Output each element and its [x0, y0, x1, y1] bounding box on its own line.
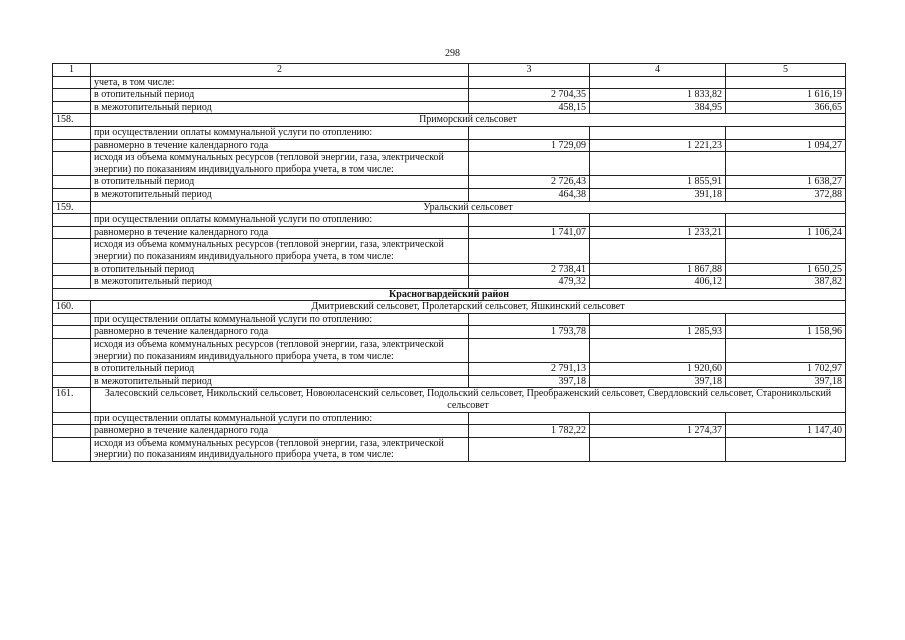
- row-value-col-4: 406,12: [590, 276, 726, 289]
- row-label: в межотопительный период: [91, 101, 469, 114]
- col-header-1: 1: [53, 64, 91, 77]
- row-number: [53, 363, 91, 376]
- row-label: учета, в том числе:: [91, 76, 469, 89]
- row-number: [53, 263, 91, 276]
- page-number: 298: [445, 48, 460, 59]
- row-value-col-3: 2 726,43: [469, 176, 590, 189]
- table-row: [53, 326, 846, 339]
- row-label: в межотопительный период: [91, 375, 469, 388]
- row-number: [53, 276, 91, 289]
- row-number: [53, 76, 91, 89]
- row-value-col-5: [726, 76, 846, 89]
- row-label: при осуществлении оплаты коммунальной услуги по отоплению:: [91, 313, 469, 326]
- row-value-col-5: 1 147,40: [726, 425, 846, 438]
- row-label: исходя из объема коммунальных ресурсов (тепловой энергии, газа, электрической энергии) по показаниям индивидуального прибора учета, в том числе:: [91, 152, 469, 176]
- row-label: равномерно в течение календарного года: [91, 326, 469, 339]
- row-label: в межотопительный период: [91, 276, 469, 289]
- row-value-col-5: [726, 126, 846, 139]
- section-row: [53, 388, 846, 412]
- district-title: Красногвардейский район: [53, 288, 846, 301]
- table-row: [53, 239, 846, 263]
- row-value-col-3: 458,15: [469, 101, 590, 114]
- row-number: [53, 176, 91, 189]
- table-row: [53, 363, 846, 376]
- row-label: равномерно в течение календарного года: [91, 139, 469, 152]
- row-number: [53, 226, 91, 239]
- table-row: [53, 76, 846, 89]
- section-title: Дмитриевский сельсовет, Пролетарский сельсовет, Яшкинский сельсовет: [91, 301, 846, 314]
- row-value-col-4: 1 221,23: [590, 139, 726, 152]
- table-row: [53, 375, 846, 388]
- row-value-col-3: 2 738,41: [469, 263, 590, 276]
- row-number: [53, 89, 91, 102]
- table-row: [53, 188, 846, 201]
- row-value-col-5: 1 158,96: [726, 326, 846, 339]
- row-value-col-4: 1 855,91: [590, 176, 726, 189]
- row-label: равномерно в течение календарного года: [91, 226, 469, 239]
- row-value-col-3: [469, 239, 590, 263]
- table-row: [53, 89, 846, 102]
- row-value-col-3: [469, 412, 590, 425]
- row-label: в отопительный период: [91, 89, 469, 102]
- row-number: [53, 437, 91, 461]
- row-value-col-4: [590, 437, 726, 461]
- row-number: [53, 214, 91, 227]
- row-value-col-5: [726, 437, 846, 461]
- row-value-col-5: 1 638,27: [726, 176, 846, 189]
- row-value-col-5: [726, 152, 846, 176]
- row-number: [53, 339, 91, 363]
- row-value-col-4: 1 920,60: [590, 363, 726, 376]
- row-value-col-5: [726, 339, 846, 363]
- section-title: Уральский сельсовет: [91, 201, 846, 214]
- section-number: 158.: [53, 114, 91, 127]
- col-header-5: 5: [726, 64, 846, 77]
- row-number: [53, 375, 91, 388]
- row-label: при осуществлении оплаты коммунальной услуги по отоплению:: [91, 214, 469, 227]
- row-value-col-4: 1 867,88: [590, 263, 726, 276]
- row-value-col-5: 1 094,27: [726, 139, 846, 152]
- row-label: исходя из объема коммунальных ресурсов (тепловой энергии, газа, электрической энергии) по показаниям индивидуального прибора учета, в том числе:: [91, 437, 469, 461]
- row-value-col-5: [726, 214, 846, 227]
- row-value-col-3: [469, 214, 590, 227]
- row-value-col-3: 2 791,13: [469, 363, 590, 376]
- table-row: [53, 276, 846, 289]
- table-row: [53, 126, 846, 139]
- row-number: [53, 188, 91, 201]
- row-value-col-5: 1 106,24: [726, 226, 846, 239]
- row-value-col-4: 1 274,37: [590, 425, 726, 438]
- section-title: Приморский сельсовет: [91, 114, 846, 127]
- row-value-col-4: [590, 339, 726, 363]
- row-value-col-4: 1 285,93: [590, 326, 726, 339]
- table-row: [53, 226, 846, 239]
- row-label: равномерно в течение календарного года: [91, 425, 469, 438]
- row-value-col-5: 397,18: [726, 375, 846, 388]
- row-value-col-4: 1 833,82: [590, 89, 726, 102]
- row-value-col-4: [590, 152, 726, 176]
- row-value-col-3: 479,32: [469, 276, 590, 289]
- row-label: в межотопительный период: [91, 188, 469, 201]
- col-header-3: 3: [469, 64, 590, 77]
- row-value-col-4: [590, 412, 726, 425]
- row-value-col-4: [590, 76, 726, 89]
- table-row: [53, 101, 846, 114]
- district-row: [53, 288, 846, 301]
- table-row: [53, 176, 846, 189]
- row-value-col-5: [726, 239, 846, 263]
- section-number: 159.: [53, 201, 91, 214]
- col-header-2: 2: [91, 64, 469, 77]
- row-number: [53, 126, 91, 139]
- col-header-4: 4: [590, 64, 726, 77]
- row-value-col-3: 397,18: [469, 375, 590, 388]
- table-header-row: [53, 64, 846, 77]
- row-number: [53, 412, 91, 425]
- row-label: при осуществлении оплаты коммунальной услуги по отоплению:: [91, 412, 469, 425]
- row-value-col-5: 366,65: [726, 101, 846, 114]
- row-value-col-4: 1 233,21: [590, 226, 726, 239]
- row-value-col-3: [469, 152, 590, 176]
- row-value-col-5: [726, 313, 846, 326]
- row-value-col-3: 2 704,35: [469, 89, 590, 102]
- section-row: [53, 114, 846, 127]
- table-row: [53, 412, 846, 425]
- table-row: [53, 263, 846, 276]
- row-label: в отопительный период: [91, 176, 469, 189]
- row-value-col-4: 391,18: [590, 188, 726, 201]
- row-label: в отопительный период: [91, 263, 469, 276]
- row-label: исходя из объема коммунальных ресурсов (тепловой энергии, газа, электрической энергии) по показаниям индивидуального прибора учета, в том числе:: [91, 339, 469, 363]
- row-label: в отопительный период: [91, 363, 469, 376]
- row-value-col-5: 1 650,25: [726, 263, 846, 276]
- section-row: [53, 301, 846, 314]
- row-value-col-3: [469, 126, 590, 139]
- table-row: [53, 425, 846, 438]
- row-number: [53, 425, 91, 438]
- row-value-col-3: 1 729,09: [469, 139, 590, 152]
- row-number: [53, 152, 91, 176]
- row-value-col-3: 1 793,78: [469, 326, 590, 339]
- row-value-col-5: 1 616,19: [726, 89, 846, 102]
- row-value-col-3: 464,38: [469, 188, 590, 201]
- row-value-col-3: 1 782,22: [469, 425, 590, 438]
- row-number: [53, 239, 91, 263]
- table-row: [53, 152, 846, 176]
- row-value-col-4: [590, 214, 726, 227]
- table-row: [53, 339, 846, 363]
- table-row: [53, 313, 846, 326]
- row-number: [53, 326, 91, 339]
- row-value-col-5: 372,88: [726, 188, 846, 201]
- row-value-col-4: 384,95: [590, 101, 726, 114]
- section-number: 160.: [53, 301, 91, 314]
- section-title: Залесовский сельсовет, Никольский сельсовет, Новоюласенский сельсовет, Подольский сельсовет, Преображенский сельсовет, Свердловский сельсовет, Староникольский сельсовет: [91, 388, 846, 412]
- section-number: 161.: [53, 388, 91, 412]
- tariff-table: [52, 63, 846, 462]
- section-row: [53, 201, 846, 214]
- row-label: при осуществлении оплаты коммунальной услуги по отоплению:: [91, 126, 469, 139]
- row-number: [53, 313, 91, 326]
- row-value-col-4: 397,18: [590, 375, 726, 388]
- row-value-col-3: 1 741,07: [469, 226, 590, 239]
- row-number: [53, 139, 91, 152]
- row-value-col-3: [469, 76, 590, 89]
- row-value-col-5: [726, 412, 846, 425]
- row-value-col-3: [469, 313, 590, 326]
- row-value-col-4: [590, 239, 726, 263]
- table-row: [53, 214, 846, 227]
- row-value-col-4: [590, 126, 726, 139]
- row-label: исходя из объема коммунальных ресурсов (тепловой энергии, газа, электрической энергии) по показаниям индивидуального прибора учета, в том числе:: [91, 239, 469, 263]
- row-value-col-5: 1 702,97: [726, 363, 846, 376]
- row-value-col-5: 387,82: [726, 276, 846, 289]
- row-value-col-4: [590, 313, 726, 326]
- row-number: [53, 101, 91, 114]
- table-row: [53, 139, 846, 152]
- row-value-col-3: [469, 339, 590, 363]
- table-row: [53, 437, 846, 461]
- row-value-col-3: [469, 437, 590, 461]
